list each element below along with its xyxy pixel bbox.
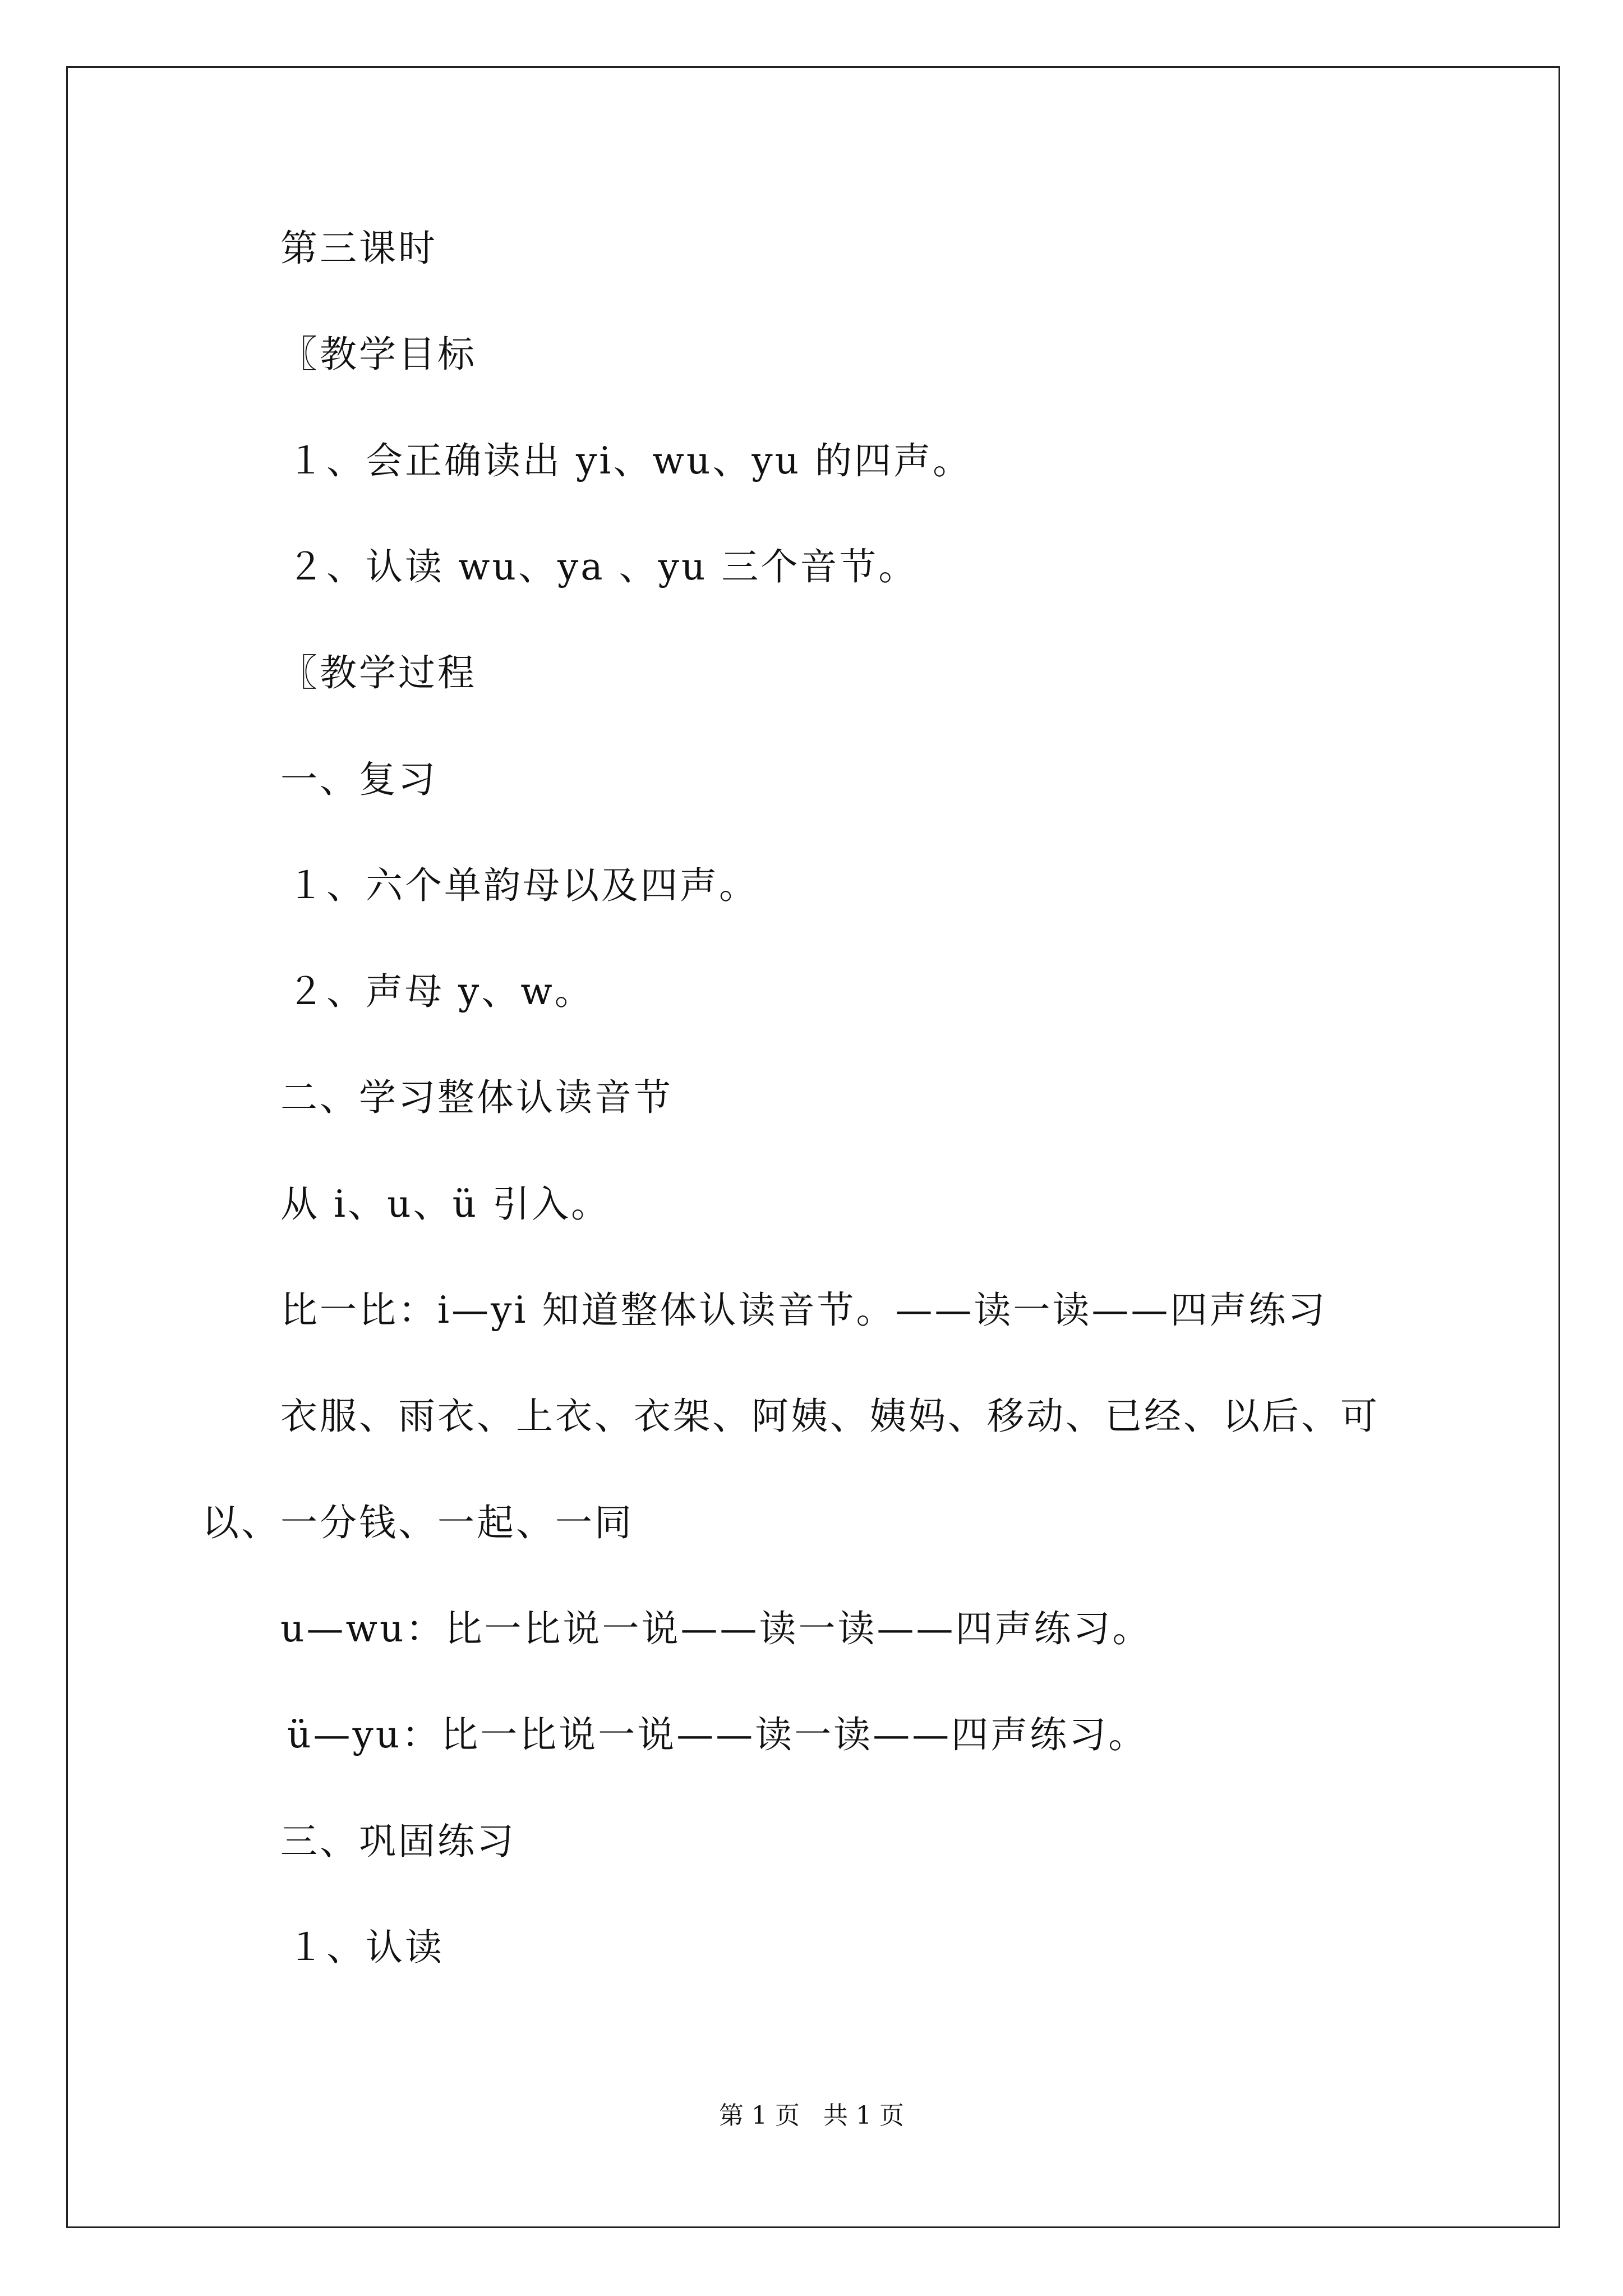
step-heading: 一、复习 xyxy=(280,758,437,801)
step-item: ２、声母 y、w。 xyxy=(287,970,594,1013)
paragraph: 衣服、雨衣、上衣、衣架、阿姨、姨妈、移动、已经、以后、可 xyxy=(280,1395,1380,1438)
section-heading-objectives: 〖教学目标 xyxy=(280,333,477,376)
paragraph: 比一比：i—yi 知道整体认读音节。——读一读——四声练习 xyxy=(280,1289,1327,1332)
page-footer: 第 1 页 共 1 页 xyxy=(719,2101,904,2130)
step-item: １、认读 xyxy=(287,1926,444,1969)
paragraph: u—wu：比一比说一说——读一读——四声练习。 xyxy=(280,1607,1152,1650)
paragraph: 从 i、u、ü 引入。 xyxy=(280,1182,611,1226)
paragraph-continuation: 以、一分钱、一起、一同 xyxy=(202,1501,634,1544)
objective-item: １、会正确读出 yi、wu、yu 的四声。 xyxy=(287,439,972,482)
step-heading: 二、学习整体认读音节 xyxy=(280,1076,673,1119)
page-border xyxy=(66,66,1560,2228)
lesson-title: 第三课时 xyxy=(280,227,437,270)
step-heading: 三、巩固练习 xyxy=(280,1820,516,1863)
step-item: １、六个单韵母以及四声。 xyxy=(287,864,758,907)
objective-item: ２、认读 wu、ya 、yu 三个音节。 xyxy=(287,545,918,588)
section-heading-process: 〖教学过程 xyxy=(280,651,477,694)
paragraph: ü—yu：比一比说一说——读一读——四声练习。 xyxy=(287,1713,1148,1756)
